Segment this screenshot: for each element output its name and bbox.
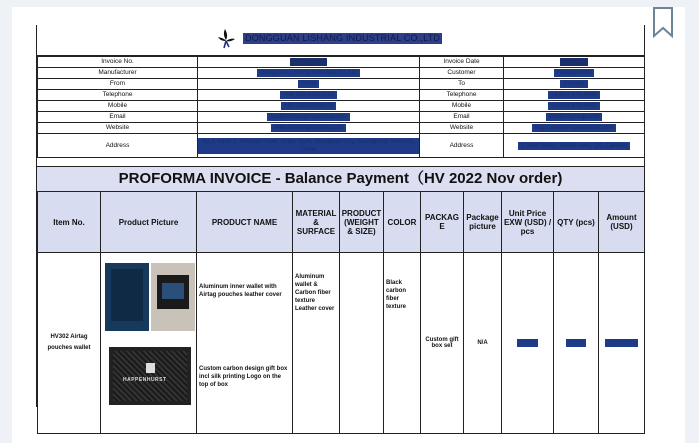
header-color: COLOR: [384, 192, 421, 253]
company-name: DONGGUAN LISHANG INDUSTRIAL CO.,LTD: [245, 33, 441, 43]
label-mobile: Mobile: [38, 101, 198, 112]
header-package-picture: Package picture: [464, 192, 502, 253]
label-email: Email: [38, 112, 198, 123]
value-mobile-right: +1-514-576-4080: [548, 102, 600, 110]
brand-logo-icon: [146, 363, 155, 373]
cell-product-picture: [101, 253, 197, 434]
value-address-right: 2 Gold Street, Sainte-Julie, QC, Canada: [518, 142, 631, 150]
cell-material: Aluminum wallet & Carbon fiber texture Leather cover: [293, 253, 340, 434]
value-telephone: +86-769-82882310: [280, 91, 337, 99]
cell-color: Black carbon fiber texture: [384, 253, 421, 434]
value-address: No.2, Lane 1, Xinyuan Road, Shijie Town, Dongguan City, Guangdong Province, China: [198, 138, 419, 154]
cell-item-no: HV302 Airtag pouches wallet: [38, 253, 101, 434]
header-qty: QTY (pcs): [554, 192, 599, 253]
info-row-address: [38, 134, 645, 158]
invoice-info-table: [37, 56, 645, 158]
cell-product-weight: [340, 253, 384, 434]
value-telephone-right: +1-514-576-4080: [548, 91, 600, 99]
value-manufacturer: Dongguan Lishang Industrial Co.,Ltd: [257, 69, 360, 77]
label-email-right: Email: [420, 112, 504, 123]
cell-package: Custom gift box set: [421, 253, 464, 434]
invoice-title: PROFORMA INVOICE - Balance Payment（HV 2022 Nov order): [37, 166, 644, 192]
header-unit-price-label: Unit Price: [508, 208, 547, 218]
label-address-right: Address: [420, 134, 504, 158]
label-to: To: [420, 79, 504, 90]
value-invoice-no: 20221112-3: [290, 58, 327, 66]
value-qty: 1000: [566, 339, 585, 347]
gift-box-brand-text: HAPPENHURST: [123, 377, 167, 383]
label-telephone-right: Telephone: [420, 90, 504, 101]
items-table: [37, 191, 645, 434]
cell-package-picture: N/A: [464, 253, 502, 434]
header-product-name: PRODUCT NAME: [197, 192, 293, 253]
label-manufacturer: Manufacturer: [38, 68, 198, 79]
value-to: Canada: [560, 80, 587, 88]
label-address: Address: [38, 134, 198, 158]
header-package: PACKAG E: [421, 192, 464, 253]
label-invoice-date: Invoice Date: [420, 57, 504, 68]
header-product-weight: PRODUCT (WEIGHT & SIZE): [340, 192, 384, 253]
header-product-picture: Product Picture: [101, 192, 197, 253]
header-material: MATERIAL & SURFACE: [293, 192, 340, 253]
label-invoice-no: Invoice No.: [38, 57, 198, 68]
info-row-telephone: [38, 90, 645, 101]
value-amount: $8,000.00: [605, 339, 638, 347]
label-website: Website: [38, 123, 198, 134]
value-website: www.lisshangindustry.com: [271, 124, 347, 132]
label-from: From: [38, 79, 198, 90]
cell-amount: [599, 253, 645, 434]
info-row-email: [38, 112, 645, 123]
value-invoice-date: 2022.11: [560, 58, 587, 66]
value-website-right: https://www.happenhurst.com: [532, 124, 617, 132]
label-telephone: Telephone: [38, 90, 198, 101]
cell-product-name: [197, 253, 293, 434]
info-row-from: [38, 79, 645, 90]
value-mobile: +86-13412345678: [281, 102, 336, 110]
value-exw: $8.00: [517, 339, 538, 347]
product-name-wallet: Aluminum inner wallet with Airtag pouches leather cover: [199, 284, 282, 298]
label-website-right: Website: [420, 123, 504, 134]
cell-qty: [554, 253, 599, 434]
header-unit-price: [502, 192, 554, 253]
header-amount: Amount (USD): [599, 192, 645, 253]
document-page: [12, 7, 685, 443]
product-name-gift-box: Custom carbon design gift box incl silk printing Logo on the top of box: [199, 366, 288, 388]
value-customer: Happenhurst: [554, 69, 594, 77]
invoice-document: [36, 25, 645, 407]
info-row-mobile: [38, 101, 645, 112]
company-header: [37, 25, 644, 56]
label-mobile-right: Mobile: [420, 101, 504, 112]
cell-exw: [502, 253, 554, 434]
value-from: China: [298, 80, 320, 88]
bookmark-icon[interactable]: [649, 7, 677, 39]
label-customer: Customer: [420, 68, 504, 79]
info-row-website: [38, 123, 645, 134]
header-item-no: Item No.: [38, 192, 101, 253]
value-email: liss@lisshanglinecorrea.com: [267, 113, 349, 121]
items-header-row: [38, 192, 645, 253]
header-exw: EXW (USD) / pcs: [503, 217, 552, 236]
table-row: [38, 253, 645, 434]
info-row-invoice: [38, 57, 645, 68]
info-row-manufacturer: [38, 68, 645, 79]
value-email-right: info@hhgroup.com: [546, 113, 603, 121]
leaf-logo-icon: [215, 27, 237, 51]
